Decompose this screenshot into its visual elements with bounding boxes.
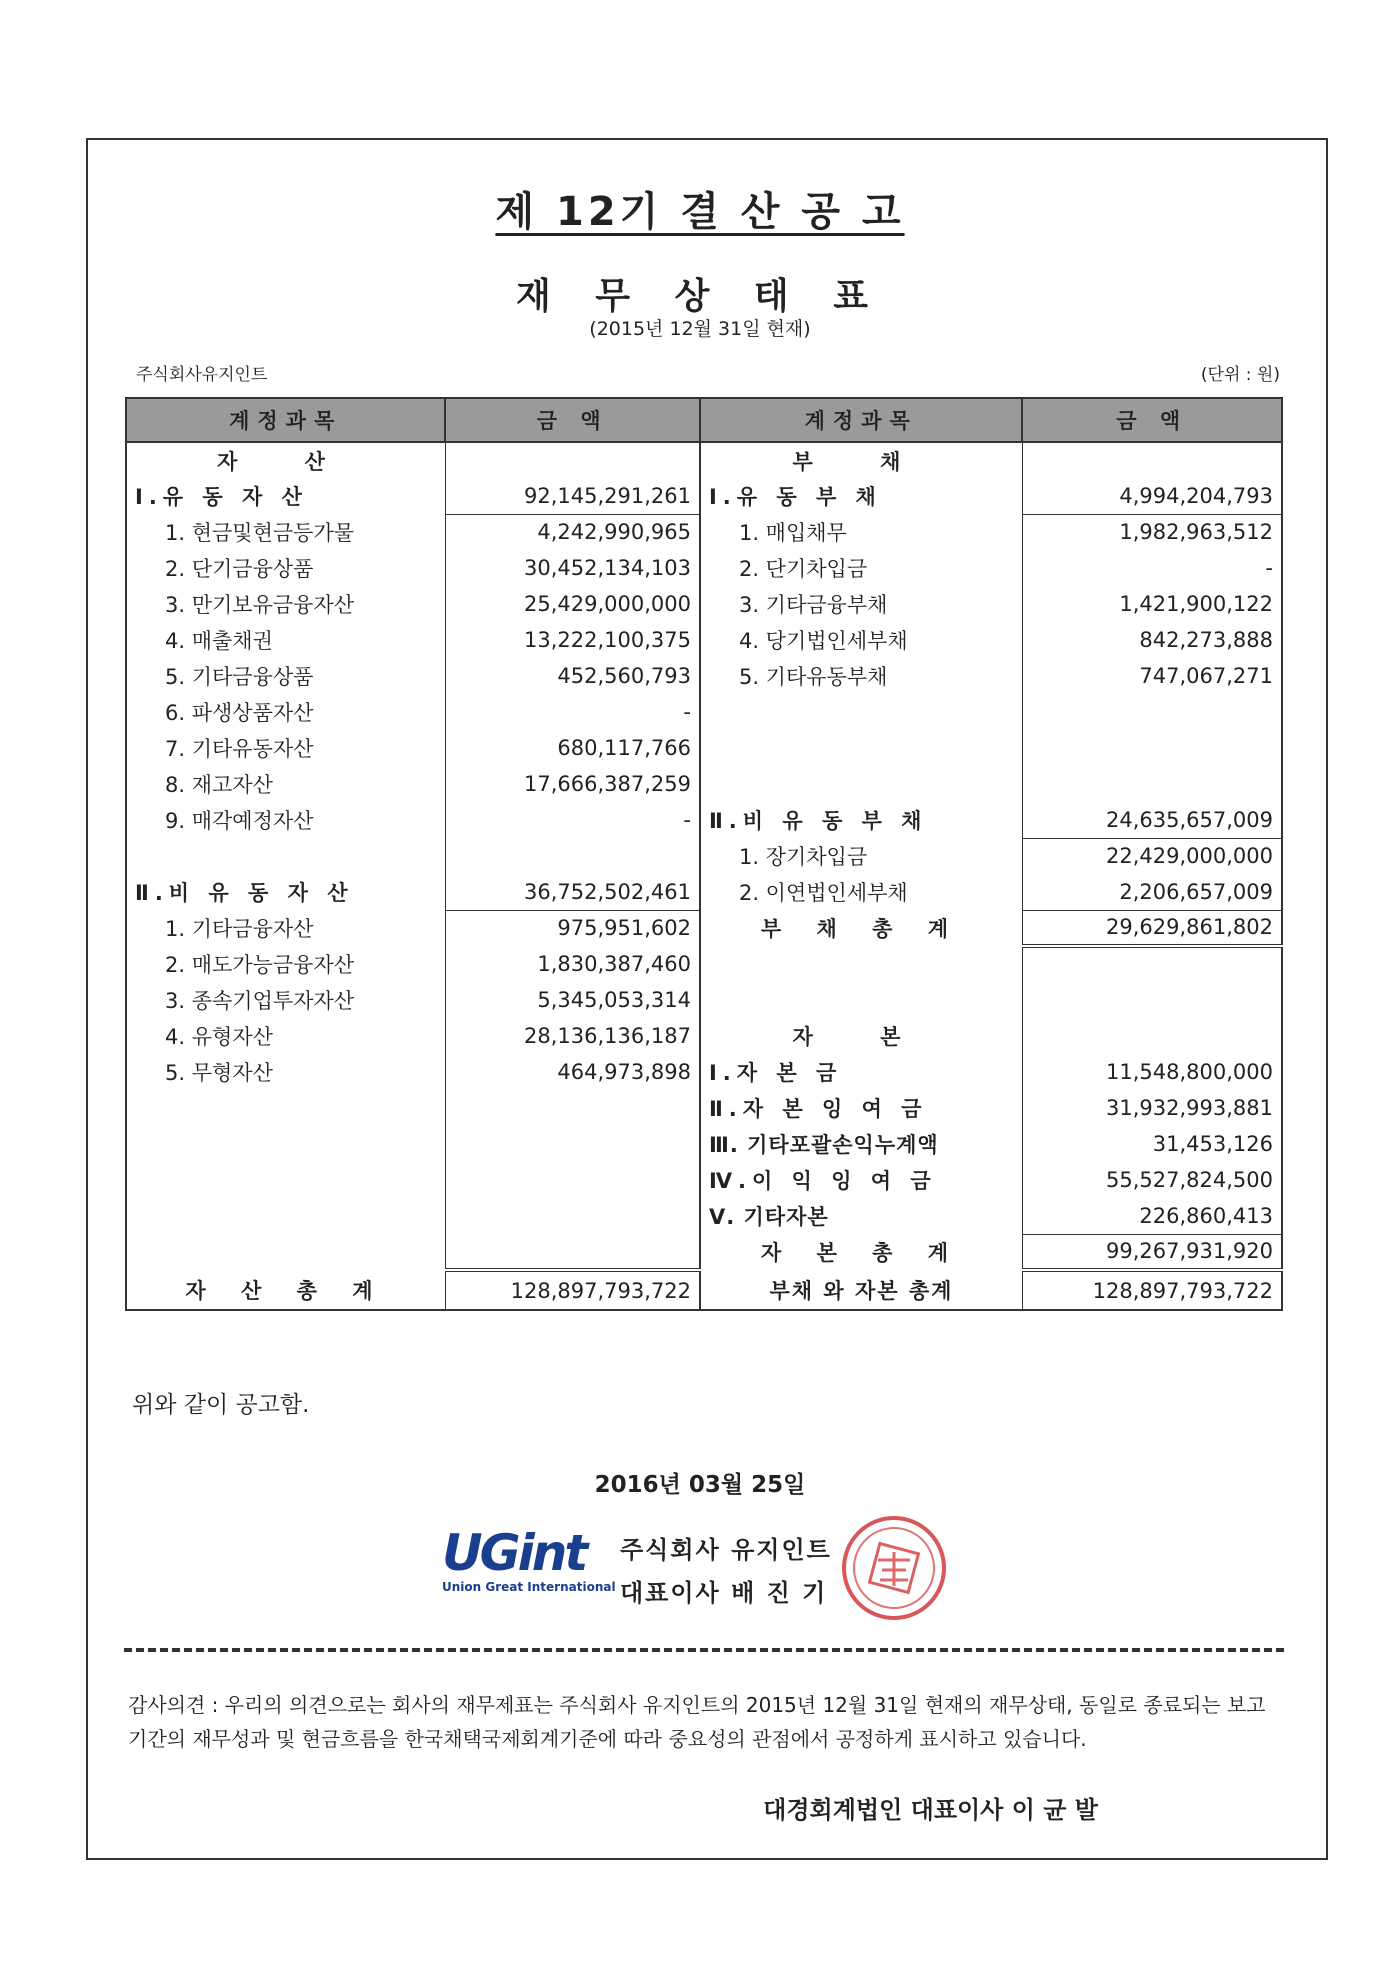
amount-cell: - bbox=[445, 802, 700, 838]
divider bbox=[124, 1648, 1284, 1652]
account-cell: Ⅴ. 기타자본 bbox=[708, 1205, 829, 1229]
account-cell bbox=[700, 694, 1022, 730]
amount-cell: 842,273,888 bbox=[1022, 622, 1282, 658]
account-cell: 1. 매입채무 bbox=[738, 521, 847, 545]
amount-cell bbox=[1022, 1018, 1282, 1054]
amount-cell: 1,982,963,512 bbox=[1022, 514, 1282, 550]
table-row bbox=[126, 910, 1282, 946]
amount-cell bbox=[445, 1090, 700, 1126]
account-cell: Ⅱ.자 본 잉 여 금 bbox=[708, 1097, 928, 1121]
amount-cell: 2,206,657,009 bbox=[1022, 874, 1282, 910]
amount-cell: 747,067,271 bbox=[1022, 658, 1282, 694]
auditor-signature: 대경회계법인 대표이사 이 균 발 bbox=[763, 1796, 1098, 1824]
table-row bbox=[126, 874, 1282, 910]
amount-cell: 5,345,053,314 bbox=[445, 982, 700, 1018]
amount-cell: 36,752,502,461 bbox=[445, 874, 700, 910]
account-cell bbox=[126, 1126, 445, 1162]
table-row bbox=[126, 802, 1282, 838]
account-cell: 5. 기타금융상품 bbox=[126, 658, 445, 694]
account-cell: 2. 이연법인세부채 bbox=[738, 881, 908, 905]
table-row bbox=[126, 442, 1282, 478]
table-row bbox=[126, 1198, 1282, 1234]
header-account: 계정과목 bbox=[126, 398, 445, 442]
amount-cell: 464,973,898 bbox=[445, 1054, 700, 1090]
account-cell: Ⅰ.자 본 금 bbox=[708, 1061, 843, 1085]
account-cell: 5. 기타유동부채 bbox=[738, 665, 888, 689]
liabilities-equity-total-amount: 128,897,793,722 bbox=[1022, 1270, 1282, 1310]
account-cell: 1. 기타금융자산 bbox=[126, 910, 445, 946]
header-amount-2: 금 액 bbox=[1022, 398, 1282, 442]
amount-cell bbox=[1022, 946, 1282, 982]
table-row bbox=[126, 478, 1282, 514]
amount-cell bbox=[1022, 766, 1282, 802]
amount-cell: - bbox=[445, 694, 700, 730]
amount-cell: 55,527,824,500 bbox=[1022, 1162, 1282, 1198]
equity-total-label: 자 본 총 계 bbox=[760, 1241, 962, 1265]
equity-total-amount: 99,267,931,920 bbox=[1022, 1234, 1282, 1270]
account-cell: 4. 유형자산 bbox=[126, 1018, 445, 1054]
statement-date: (2015년 12월 31일 현재) bbox=[589, 318, 811, 340]
amount-cell: 30,452,134,103 bbox=[445, 550, 700, 586]
account-cell bbox=[126, 1090, 445, 1126]
account-cell: Ⅱ.비 유 동 부 채 bbox=[708, 809, 928, 833]
account-cell bbox=[700, 766, 1022, 802]
amount-cell: 17,666,387,259 bbox=[445, 766, 700, 802]
amount-cell: 31,453,126 bbox=[1022, 1126, 1282, 1162]
account-cell: 1. 장기차입금 bbox=[738, 845, 868, 869]
account-cell: 2. 매도가능금융자산 bbox=[126, 946, 445, 982]
logo-mark: UGint bbox=[442, 1524, 586, 1582]
amount-cell bbox=[1022, 442, 1282, 478]
table-row bbox=[126, 730, 1282, 766]
statement-title: 재 무 상 태 표 bbox=[515, 276, 884, 317]
account-cell: 3. 기타금융부채 bbox=[738, 593, 888, 617]
amount-cell: 13,222,100,375 bbox=[445, 622, 700, 658]
amount-cell: 975,951,602 bbox=[445, 910, 700, 946]
company-logo bbox=[442, 1524, 616, 1604]
amount-cell bbox=[1022, 982, 1282, 1018]
table-row bbox=[126, 1126, 1282, 1162]
signer-ceo: 대표이사 배 진 기 bbox=[620, 1579, 828, 1607]
liabilities-equity-total-label: 부채 와 자본 총계 bbox=[700, 1270, 1022, 1310]
account-cell: Ⅰ.유 동 자 산 bbox=[126, 478, 445, 514]
account-cell bbox=[700, 946, 1022, 982]
amount-cell: 452,560,793 bbox=[445, 658, 700, 694]
account-cell: 3. 종속기업투자자산 bbox=[126, 982, 445, 1018]
amount-cell: 680,117,766 bbox=[445, 730, 700, 766]
page-title: 제 12기 결 산 공 고 bbox=[495, 189, 905, 235]
account-cell: Ⅱ.비 유 동 자 산 bbox=[126, 874, 445, 910]
table-row bbox=[126, 982, 1282, 1018]
account-cell: 5. 무형자산 bbox=[126, 1054, 445, 1090]
company-name: 주식회사유지인트 bbox=[136, 365, 268, 385]
amount-cell: 24,635,657,009 bbox=[1022, 802, 1282, 838]
signer-company: 주식회사 유지인트 bbox=[620, 1536, 832, 1564]
amount-cell: 1,830,387,460 bbox=[445, 946, 700, 982]
liabilities-total-amount: 29,629,861,802 bbox=[1022, 910, 1282, 946]
sign-date: 2016년 03월 25일 bbox=[594, 1472, 806, 1498]
account-cell: 2. 단기차입금 bbox=[738, 557, 868, 581]
assets-total-label: 자 산 총 계 bbox=[126, 1270, 445, 1310]
account-cell bbox=[126, 1198, 445, 1234]
amount-cell bbox=[445, 1198, 700, 1234]
account-cell bbox=[126, 838, 445, 874]
account-cell: 8. 재고자산 bbox=[126, 766, 445, 802]
amount-cell: - bbox=[1022, 550, 1282, 586]
amount-cell: 92,145,291,261 bbox=[445, 478, 700, 514]
table-row bbox=[126, 838, 1282, 874]
header-amount: 금 액 bbox=[445, 398, 700, 442]
company-seal-icon bbox=[838, 1512, 950, 1624]
table-header-row bbox=[126, 398, 1282, 442]
table-row bbox=[126, 658, 1282, 694]
amount-cell bbox=[1022, 694, 1282, 730]
assets-total-amount: 128,897,793,722 bbox=[445, 1270, 700, 1310]
logo-tagline: Union Great International bbox=[442, 1580, 616, 1594]
amount-cell: 4,242,990,965 bbox=[445, 514, 700, 550]
table-row bbox=[126, 550, 1282, 586]
account-cell: 3. 만기보유금융자산 bbox=[126, 586, 445, 622]
table-row bbox=[126, 946, 1282, 982]
section-assets: 자 산 bbox=[126, 442, 445, 478]
amount-cell bbox=[445, 442, 700, 478]
table-row bbox=[126, 1234, 1282, 1270]
balance-sheet-table bbox=[125, 397, 1283, 1311]
account-cell: 4. 당기법인세부채 bbox=[738, 629, 908, 653]
header-account-2: 계정과목 bbox=[700, 398, 1022, 442]
account-cell bbox=[700, 982, 1022, 1018]
section-equity: 자 본 bbox=[792, 1025, 931, 1049]
audit-opinion: 감사의견 : 우리의 의견으로는 회사의 재무제표는 주식회사 유지인트의 2015년 12월 31일 현재의 재무상태, 동일로 종료되는 보고기간의 재무성과 및 현금흐름을 한국채택국제회계기준에 따라 중요성의 관점에서 공정하게 표시하고 있습니다. bbox=[128, 1693, 1266, 1751]
account-cell: 9. 매각예정자산 bbox=[126, 802, 445, 838]
notice-text: 위와 같이 공고함. bbox=[132, 1392, 310, 1418]
account-cell: 6. 파생상품자산 bbox=[126, 694, 445, 730]
amount-cell: 31,932,993,881 bbox=[1022, 1090, 1282, 1126]
unit-label: (단위 : 원) bbox=[1200, 365, 1280, 385]
table-row bbox=[126, 586, 1282, 622]
account-cell: Ⅰ.유 동 부 채 bbox=[708, 485, 882, 509]
table-row bbox=[126, 622, 1282, 658]
table-row bbox=[126, 1054, 1282, 1090]
account-cell: 7. 기타유동자산 bbox=[126, 730, 445, 766]
amount-cell bbox=[445, 1234, 700, 1270]
amount-cell: 4,994,204,793 bbox=[1022, 478, 1282, 514]
liabilities-total-label: 부 채 총 계 bbox=[760, 917, 962, 941]
amount-cell: 22,429,000,000 bbox=[1022, 838, 1282, 874]
account-cell: Ⅳ.이 익 잉 여 금 bbox=[708, 1169, 937, 1193]
account-cell bbox=[126, 1234, 445, 1270]
table-row bbox=[126, 766, 1282, 802]
account-cell bbox=[126, 1162, 445, 1198]
table-row bbox=[126, 1090, 1282, 1126]
amount-cell: 25,429,000,000 bbox=[445, 586, 700, 622]
table-row bbox=[126, 694, 1282, 730]
account-cell: 1. 현금및현금등가물 bbox=[126, 514, 445, 550]
amount-cell: 28,136,136,187 bbox=[445, 1018, 700, 1054]
amount-cell bbox=[445, 1126, 700, 1162]
table-row bbox=[126, 1018, 1282, 1054]
amount-cell bbox=[445, 1162, 700, 1198]
section-liabilities: 부 채 bbox=[792, 449, 931, 474]
account-cell bbox=[700, 730, 1022, 766]
amount-cell: 226,860,413 bbox=[1022, 1198, 1282, 1234]
amount-cell bbox=[1022, 730, 1282, 766]
amount-cell: 11,548,800,000 bbox=[1022, 1054, 1282, 1090]
table-row bbox=[126, 1270, 1282, 1310]
table-row bbox=[126, 514, 1282, 550]
account-cell: 2. 단기금융상품 bbox=[126, 550, 445, 586]
amount-cell bbox=[445, 838, 700, 874]
amount-cell: 1,421,900,122 bbox=[1022, 586, 1282, 622]
account-cell: Ⅲ. 기타포괄손익누계액 bbox=[708, 1133, 939, 1157]
table-row bbox=[126, 1162, 1282, 1198]
account-cell: 4. 매출채권 bbox=[126, 622, 445, 658]
